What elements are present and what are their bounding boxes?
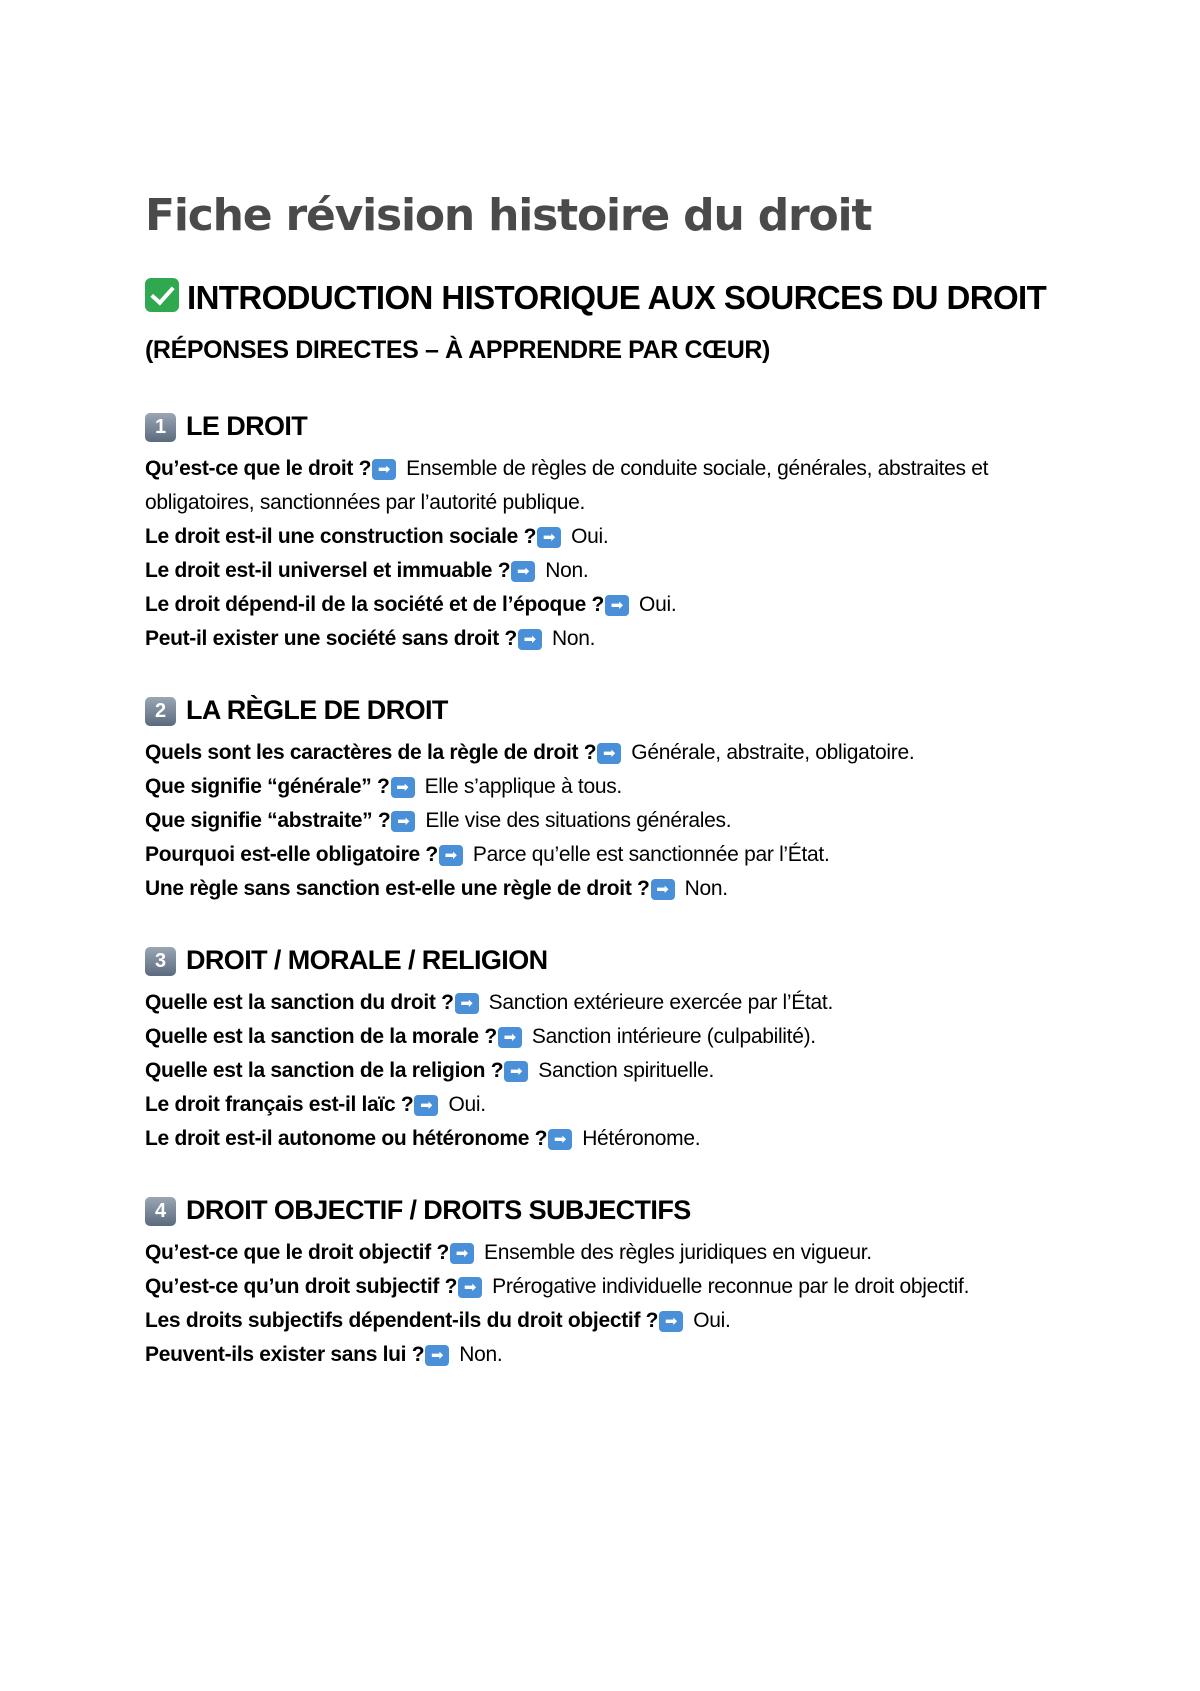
qa-item: [145, 520, 1065, 554]
section-heading: [145, 940, 1065, 980]
right-arrow-icon: ➡: [458, 1277, 482, 1298]
qa-item: [145, 1338, 1065, 1372]
section-heading: [145, 690, 1065, 730]
answer-text: Elle vise des situations générales.: [425, 809, 732, 832]
qa-item: [145, 1054, 1065, 1088]
qa-item: [145, 770, 1065, 804]
right-arrow-icon: ➡: [504, 1061, 528, 1082]
answer-text: Elle s’applique à tous.: [424, 775, 622, 798]
qa-list: [145, 452, 1065, 656]
document-page: [145, 180, 1065, 1372]
answer-text: Non.: [551, 627, 596, 650]
question-text: Quelle est la sanction du droit ?: [145, 991, 454, 1014]
answer-text: Oui.: [639, 593, 677, 616]
qa-item: [145, 452, 1065, 520]
question-text: Les droits subjectifs dépendent-ils du droit objectif ?: [145, 1309, 659, 1332]
question-text: Le droit dépend-il de la société et de l’époque ?: [145, 593, 605, 616]
qa-item: [145, 554, 1065, 588]
question-text: Peut-il exister une société sans droit ?: [145, 627, 517, 650]
answer-text: Non.: [459, 1343, 503, 1366]
question-text: Une règle sans sanction est-elle une règle de droit ?: [145, 877, 650, 900]
section-heading: [145, 1190, 1065, 1230]
right-arrow-icon: ➡: [391, 811, 415, 832]
right-arrow-icon: ➡: [518, 629, 542, 650]
answer-text: Non.: [684, 877, 728, 900]
right-arrow-icon: ➡: [548, 1129, 572, 1150]
qa-item: [145, 1304, 1065, 1338]
answer-text: Sanction extérieure exercée par l’État.: [488, 991, 833, 1014]
section-title: LE DROIT: [186, 411, 308, 441]
right-arrow-icon: ➡: [659, 1311, 683, 1332]
qa-item: [145, 1270, 1065, 1304]
qa-list: [145, 1236, 1065, 1372]
question-text: Le droit français est-il laïc ?: [145, 1093, 414, 1116]
section-heading: [145, 406, 1065, 446]
right-arrow-icon: ➡: [511, 561, 535, 582]
qa-list: [145, 736, 1065, 906]
question-text: Quelle est la sanction de la religion ?: [145, 1059, 504, 1082]
keycap-number-icon: 2: [145, 697, 176, 726]
answer-text: Ensemble de règles de conduite sociale, générales, abstraites et obligatoires, sanctionnées par l’autorité publique.: [145, 457, 989, 514]
answer-text: Sanction intérieure (culpabilité).: [531, 1025, 816, 1048]
right-arrow-icon: ➡: [450, 1243, 474, 1264]
question-text: Qu’est-ce que le droit objectif ?: [145, 1241, 449, 1264]
question-text: Que signifie “abstraite” ?: [145, 809, 391, 832]
question-text: Le droit est-il universel et immuable ?: [145, 559, 511, 582]
answer-text: Non.: [545, 559, 589, 582]
answer-text: Oui.: [571, 525, 609, 548]
answer-text: Prérogative individuelle reconnue par le droit objectif.: [492, 1275, 970, 1298]
section-4: [145, 1190, 1065, 1372]
qa-item: [145, 872, 1065, 906]
question-text: Pourquoi est-elle obligatoire ?: [145, 843, 438, 866]
section-title: DROIT OBJECTIF / DROITS SUBJECTIFS: [186, 1195, 691, 1225]
right-arrow-icon: ➡: [414, 1095, 438, 1116]
right-arrow-icon: ➡: [439, 845, 463, 866]
qa-list: [145, 986, 1065, 1156]
answer-text: Oui.: [448, 1093, 486, 1116]
question-text: Peuvent-ils exister sans lui ?: [145, 1343, 425, 1366]
qa-item: [145, 588, 1065, 622]
section-1: [145, 406, 1065, 656]
qa-item: [145, 1088, 1065, 1122]
qa-item: [145, 1236, 1065, 1270]
intro-subheading: (RÉPONSES DIRECTES – À APPRENDRE PAR CŒUR): [145, 336, 770, 364]
question-text: Qu’est-ce que le droit ?: [145, 457, 372, 480]
answer-text: Oui.: [693, 1309, 731, 1332]
document-title: Fiche révision histoire du droit: [145, 190, 872, 241]
right-arrow-icon: ➡: [605, 595, 629, 616]
section-3: [145, 940, 1065, 1156]
qa-item: [145, 622, 1065, 656]
intro-heading-text: INTRODUCTION HISTORIQUE AUX SOURCES DU DROIT: [187, 279, 1047, 316]
question-text: Quels sont les caractères de la règle de droit ?: [145, 741, 597, 764]
right-arrow-icon: ➡: [597, 743, 621, 764]
qa-item: [145, 838, 1065, 872]
right-arrow-icon: ➡: [425, 1345, 449, 1366]
answer-text: Hétéronome.: [582, 1127, 701, 1150]
question-text: Quelle est la sanction de la morale ?: [145, 1025, 497, 1048]
intro-heading: [145, 272, 1065, 324]
right-arrow-icon: ➡: [455, 993, 479, 1014]
right-arrow-icon: ➡: [537, 527, 561, 548]
keycap-number-icon: 4: [145, 1197, 176, 1226]
qa-item: [145, 804, 1065, 838]
right-arrow-icon: ➡: [372, 459, 396, 480]
answer-text: Parce qu’elle est sanctionnée par l’État.: [472, 843, 830, 866]
keycap-number-icon: 3: [145, 947, 176, 976]
check-mark-icon: [145, 278, 179, 312]
question-text: Le droit est-il une construction sociale ?: [145, 525, 537, 548]
right-arrow-icon: ➡: [498, 1027, 522, 1048]
question-text: Le droit est-il autonome ou hétéronome ?: [145, 1127, 548, 1150]
answer-text: Sanction spirituelle.: [538, 1059, 715, 1082]
qa-item: [145, 1020, 1065, 1054]
right-arrow-icon: ➡: [651, 879, 675, 900]
qa-item: [145, 736, 1065, 770]
sections-container: [145, 406, 1065, 1372]
answer-text: Ensemble des règles juridiques en vigueur.: [483, 1241, 872, 1264]
section-title: LA RÈGLE DE DROIT: [186, 695, 448, 725]
right-arrow-icon: ➡: [391, 777, 415, 798]
section-2: [145, 690, 1065, 906]
qa-item: [145, 1122, 1065, 1156]
answer-text: Générale, abstraite, obligatoire.: [631, 741, 915, 764]
keycap-number-icon: 1: [145, 413, 176, 442]
qa-item: [145, 986, 1065, 1020]
question-text: Que signifie “générale” ?: [145, 775, 390, 798]
section-title: DROIT / MORALE / RELIGION: [186, 945, 548, 975]
question-text: Qu’est-ce qu’un droit subjectif ?: [145, 1275, 458, 1298]
